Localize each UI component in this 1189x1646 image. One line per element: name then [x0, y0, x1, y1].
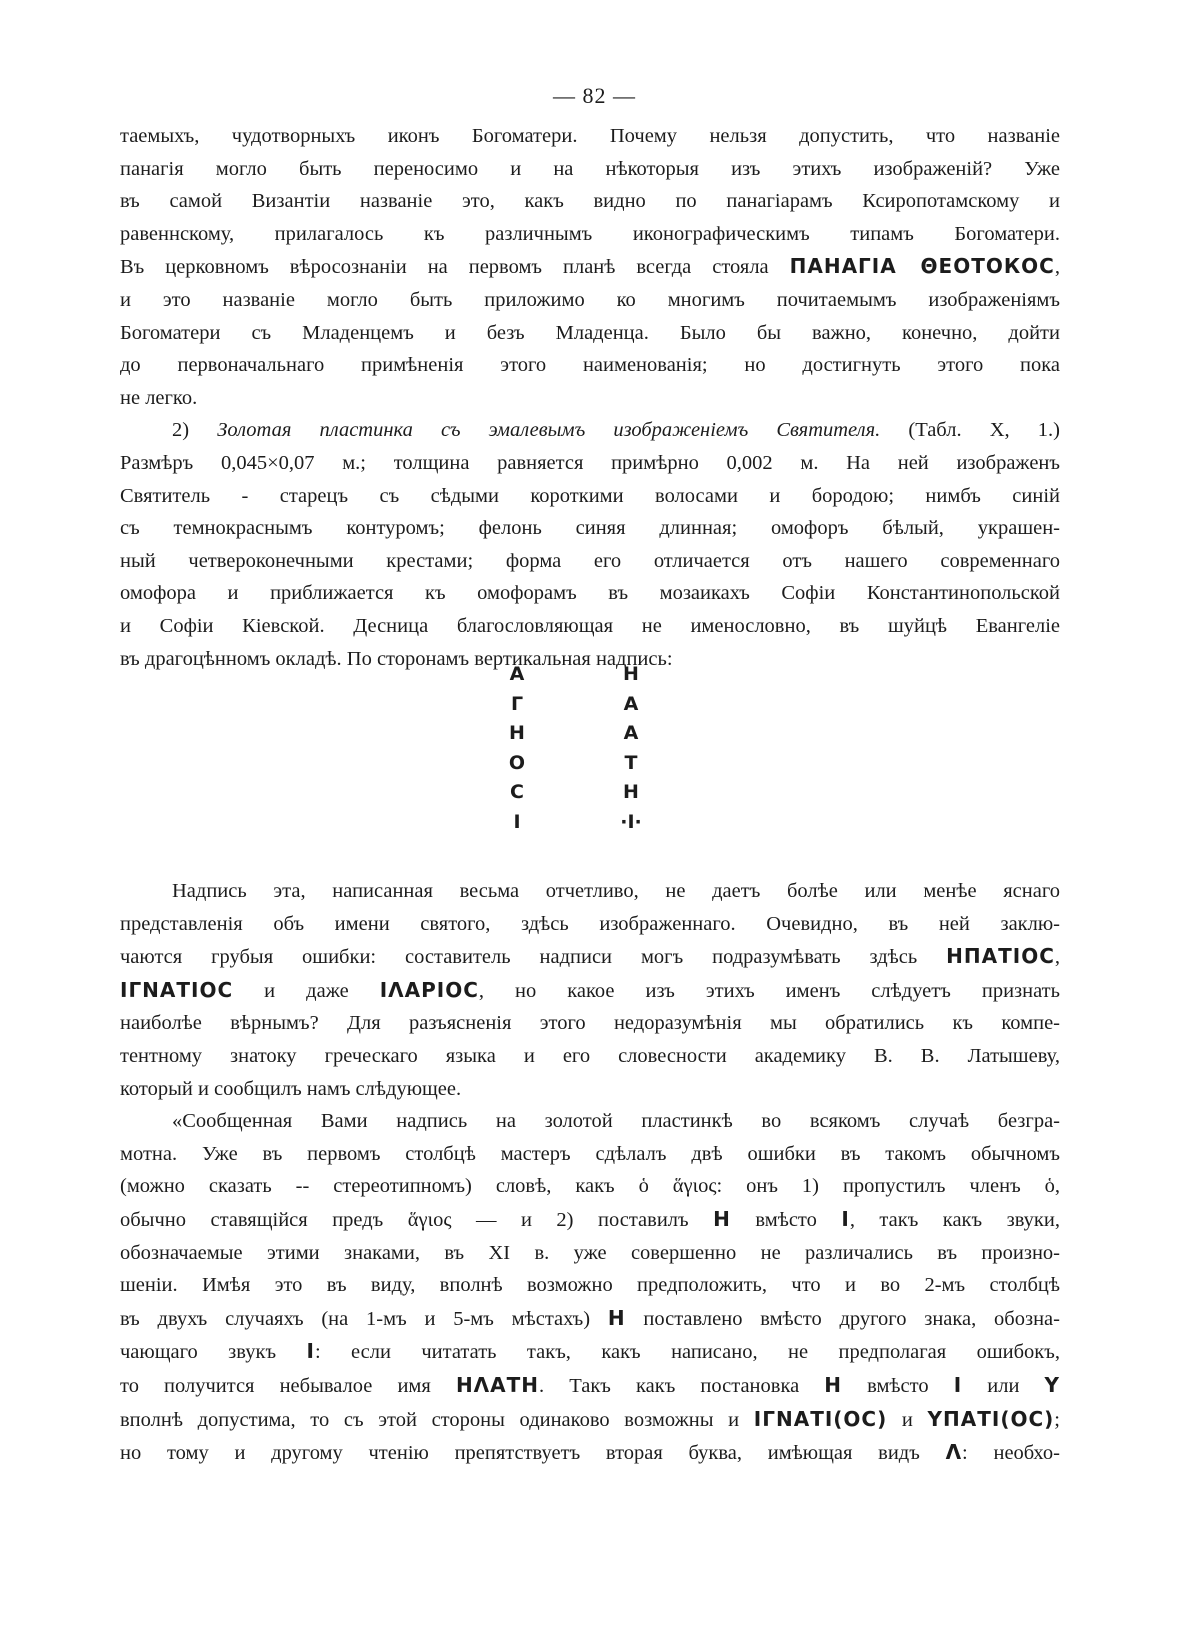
text-segment: обычно ставящiйся предъ ἅγιος — и 2) поставилъ — [120, 1208, 714, 1231]
text-line: обозначаемые этими знаками, въ XI в. уже совершенно не различались въ произно- — [120, 1241, 1060, 1264]
inscription-letter: Т — [624, 751, 638, 774]
inscription-letter: А — [623, 722, 639, 744]
inscription-letter: О — [508, 751, 526, 774]
text-line: омофора и приближается къ омофорамъ въ мозаикахъ Софiи Константинопольской — [120, 582, 1060, 605]
text-line: и Софiи Кiевской. Десница благословляющая не именословно, въ шуйцѣ Евангелiе — [120, 614, 1060, 637]
greek-word: Ι — [841, 1206, 850, 1231]
greek-word: ΗΛΑΤΗ — [455, 1372, 540, 1397]
text-segment: и даже — [233, 979, 380, 1002]
text-segment: но тому и другому чтенiю препятствуетъ вторая буква, имѣющая видъ — [120, 1442, 946, 1465]
text-line — [120, 1302, 1060, 1336]
greek-word: ΙΛΑΡΙΟC — [379, 977, 479, 1002]
text-line: который и сообщилъ намъ слѣдующее. — [120, 1077, 462, 1100]
text-line — [120, 1436, 1060, 1470]
text-line — [120, 414, 1060, 447]
paragraph-block-top — [120, 120, 1060, 675]
text-line — [120, 1369, 1060, 1403]
greek-word: ΗΠΑΤΙΟC — [946, 944, 1055, 969]
inscription-letter: Н — [623, 663, 639, 685]
text-line: шенiи. Имѣя это въ виду, вполнѣ возможно предположить, что и во 2-мъ столбцѣ — [120, 1274, 1060, 1297]
text-segment: вмѣсто — [730, 1208, 842, 1231]
inscription-letter: I — [513, 810, 521, 833]
text-segment: ; — [1054, 1408, 1060, 1431]
text-segment: чаются грубыя ошибки: составитель надписи могъ подразумѣвать здѣсь — [120, 946, 947, 969]
text-line: панагiя могло быть переносимо и на нѣкоторыя изъ этихъ изображенiй? Уже — [120, 157, 1060, 180]
text-segment: въ двухъ случаяхъ (на 1-мъ и 5-мъ мѣстахъ) — [120, 1307, 608, 1330]
inscription-right-column — [616, 660, 646, 837]
text-line: таемыхъ, чудотворныхъ иконъ Богоматери. Почему нельзя допустить, что названiе — [120, 125, 1060, 147]
text-segment: и — [887, 1408, 928, 1431]
inscription-letter: С — [510, 781, 524, 803]
text-line: наиболѣе вѣрнымъ? Для разъясненiя этого недоразумѣнiя мы обратились къ компе- — [120, 1012, 1060, 1035]
greek-word: ΥΠΑΤΙ(ΟC) — [927, 1406, 1055, 1431]
text-line: въ самой Византiи названiе это, какъ видно по панагiарамъ Ксиропотамскому и — [120, 190, 1060, 213]
text-line: ный четвероконечными крестами; форма его отличается отъ нашего современнаго — [120, 549, 1060, 572]
vertical-inscription — [500, 660, 660, 840]
text-segment: , но какое изъ этихъ именъ слѣдуетъ признать — [478, 979, 1060, 1002]
text-segment: то получится небывалое имя — [120, 1374, 456, 1397]
inscription-letter: Н — [509, 722, 525, 744]
text-segment: (Табл. X, 1.) — [880, 419, 1060, 442]
greek-word: Η — [713, 1206, 731, 1231]
text-line: Святитель - старецъ съ сѣдыми короткими волосами и бородою; нимбъ синiй — [120, 484, 1060, 507]
greek-word: Υ — [1044, 1372, 1060, 1397]
text-line: мотна. Уже въ первомъ столбцѣ мастеръ сдѣлалъ двѣ ошибки въ такомъ обычномъ — [120, 1142, 1060, 1165]
text-line: Богоматери съ Младенцемъ и безъ Младенца. Было бы важно, конечно, дойти — [120, 321, 1060, 344]
greek-word: ΙΓΝΑΤΙ(ΟC) — [753, 1406, 888, 1431]
text-line: съ темнокраснымъ контуромъ; фелонь синяя длинная; омофоръ бѣлый, украшен- — [120, 517, 1060, 540]
text-line: до первоначальнаго примѣненiя этого наименованiя; но достигнуть этого пока — [120, 354, 1060, 377]
greek-word: Ι — [953, 1372, 963, 1397]
text-segment: : если читатать такъ, какъ написано, не предполагая ошибокъ, — [314, 1341, 1060, 1364]
inscription-letter: Н — [623, 781, 639, 803]
greek-word: Λ — [945, 1440, 963, 1465]
text-line: (можно сказать -- стереотипномъ) словѣ, какъ ὁ ἅγιος: онъ 1) пропустилъ членъ ὁ, — [120, 1175, 1060, 1198]
text-segment: чающаго звукъ — [120, 1341, 307, 1364]
text-line: «Сообщенная Вами надпись на золотой пластинкѣ во всякомъ случаѣ безгра- — [172, 1110, 1060, 1133]
greek-word: ΙΓΝΑΤΙΟC — [120, 977, 234, 1002]
text-line — [120, 940, 1060, 974]
text-segment: поставлено вмѣсто другого знака, обозна- — [625, 1307, 1060, 1330]
text-segment: : необхо- — [962, 1442, 1060, 1465]
greek-word: ПАНАГIА ΘЕОТОКОС — [789, 254, 1055, 279]
text-line: представленiя объ имени святого, здѣсь изображеннаго. Очевидно, въ ней заклю- — [120, 912, 1060, 935]
text-line — [120, 1403, 1060, 1437]
italic-heading: Золотая пластинка съ эмалевымъ изображенiемъ Святителя. — [217, 419, 881, 442]
text-segment: , такъ какъ звуки, — [849, 1208, 1060, 1231]
text-line: тентному знатоку греческаго языка и его словесности академику В. В. Латышеву, — [120, 1044, 1060, 1067]
text-line: Размѣръ 0,045×0,07 м.; толщина равняется примѣрно 0,002 м. На ней изображенъ — [120, 451, 1060, 474]
text-segment: Въ церковномъ вѣросознанiи на первомъ планѣ всегда стояла — [120, 256, 790, 279]
text-line — [120, 974, 1060, 1008]
inscription-left-column — [502, 660, 532, 837]
text-line — [120, 1203, 1060, 1237]
page-number: — 82 — — [553, 83, 636, 108]
greek-word: Ι — [306, 1339, 315, 1364]
text-line — [120, 250, 1060, 284]
paragraph-block-bottom — [120, 875, 1060, 1470]
inscription-letter: А — [509, 663, 525, 685]
inscription-letter: Г — [510, 692, 524, 715]
text-segment: , — [1054, 256, 1060, 279]
text-segment: или — [962, 1374, 1045, 1397]
text-line: въ драгоцѣнномъ окладѣ. По сторонамъ вертикальная надпись: — [120, 647, 673, 670]
greek-word: Η — [607, 1305, 626, 1330]
text-segment: вполнѣ допустима, то съ этой стороны одинаково возможны и — [120, 1408, 754, 1431]
inscription-letter: А — [623, 692, 639, 715]
text-line: и это названiе могло быть приложимо ко многимъ почитаемымъ изображенiямъ — [120, 288, 1060, 311]
text-segment: , — [1054, 946, 1060, 969]
text-line — [120, 1335, 1060, 1369]
text-line: не легко. — [120, 386, 198, 409]
text-line: Надпись эта, написанная весьма отчетливо, не даетъ болѣе или менѣе яснаго — [172, 880, 1060, 902]
text-segment: . Такъ какъ постановка — [539, 1374, 825, 1397]
greek-word: Η — [824, 1372, 843, 1397]
text-segment: вмѣсто — [842, 1374, 954, 1397]
text-line: равеннскому, прилагалось къ различнымъ иконографическимъ типамъ Богоматери. — [120, 222, 1060, 245]
inscription-letter: ·I· — [620, 810, 642, 833]
text-segment: 2) — [172, 419, 218, 442]
